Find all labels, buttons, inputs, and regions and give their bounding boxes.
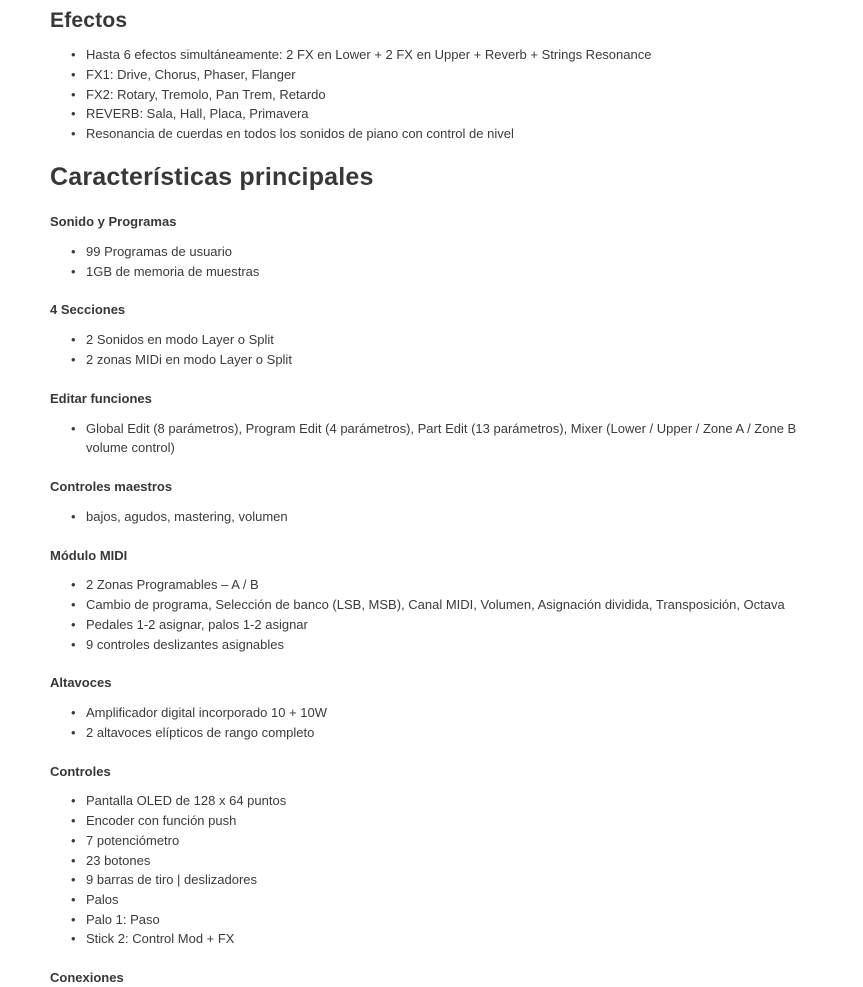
- list-item: • REVERB: Sala, Hall, Placa, Primavera: [86, 104, 825, 124]
- list-item: • Stick 2: Control Mod + FX: [86, 929, 825, 949]
- list-item: • Cambio de programa, Selección de banco (LSB, MSB), Canal MIDI, Volumen, Asignación dividida, Transposición, Octava: [86, 595, 825, 615]
- list-item: • 2 altavoces elípticos de rango completo: [86, 723, 825, 743]
- list-item: • 2 Sonidos en modo Layer o Split: [86, 330, 825, 350]
- group-list-controles: [50, 791, 825, 949]
- group-title-conexiones: Conexiones: [50, 970, 124, 986]
- group-list-sonido-y-programas: [50, 242, 825, 281]
- list-item: • Resonancia de cuerdas en todos los sonidos de piano con control de nivel: [86, 124, 825, 144]
- list-item: • FX2: Rotary, Tremolo, Pan Trem, Retardo: [86, 85, 825, 105]
- features-section-title: Características principales: [50, 162, 374, 191]
- list-item: • Hasta 6 efectos simultáneamente: 2 FX en Lower + 2 FX en Upper + Reverb + Strings Resonance: [86, 45, 825, 65]
- list-item: • 2 Zonas Programables – A / B: [86, 575, 825, 595]
- list-item: • Palos: [86, 890, 825, 910]
- group-list-editar-funciones: [50, 419, 825, 458]
- group-list-controles-maestros: [50, 507, 825, 527]
- group-title-editar-funciones: Editar funciones: [50, 390, 152, 406]
- group-title-sonido-y-programas: Sonido y Programas: [50, 214, 177, 230]
- group-title-controles-maestros: Controles maestros: [50, 478, 173, 494]
- list-item: • 1GB de memoria de muestras: [86, 262, 825, 282]
- group-title-4-secciones: 4 Secciones: [50, 302, 126, 318]
- list-item: • Pedales 1-2 asignar, palos 1-2 asignar: [86, 615, 825, 635]
- list-item: • 23 botones: [86, 851, 825, 871]
- list-item: • FX1: Drive, Chorus, Phaser, Flanger: [86, 65, 825, 85]
- group-title-controles: Controles: [50, 763, 111, 779]
- list-item: • Encoder con función push: [86, 811, 825, 831]
- effects-list: [50, 45, 825, 144]
- group-list-4-secciones: [50, 330, 825, 369]
- group-title-altavoces: Altavoces: [50, 675, 112, 691]
- list-item: • 2 zonas MIDi en modo Layer o Split: [86, 350, 825, 370]
- list-item: • bajos, agudos, mastering, volumen: [86, 507, 825, 527]
- list-item: • Amplificador digital incorporado 10 + 10W: [86, 703, 825, 723]
- list-item: • Global Edit (8 parámetros), Program Edit (4 parámetros), Part Edit (13 parámetros), Mixer (Lower / Upper / Zone A / Zone B volume control): [86, 419, 825, 458]
- effects-section-title: Efectos: [50, 9, 128, 32]
- list-item: • 99 Programas de usuario: [86, 242, 825, 262]
- group-list-altavoces: [50, 703, 825, 742]
- list-item: • Pantalla OLED de 128 x 64 puntos: [86, 791, 825, 811]
- group-list-modulo-midi: [50, 575, 825, 654]
- list-item: • 9 barras de tiro | deslizadores: [86, 870, 825, 890]
- group-title-modulo-midi: Módulo MIDI: [50, 547, 128, 563]
- list-item: • 9 controles deslizantes asignables: [86, 635, 825, 655]
- list-item: • Palo 1: Paso: [86, 910, 825, 930]
- list-item: • 7 potenciómetro: [86, 831, 825, 851]
